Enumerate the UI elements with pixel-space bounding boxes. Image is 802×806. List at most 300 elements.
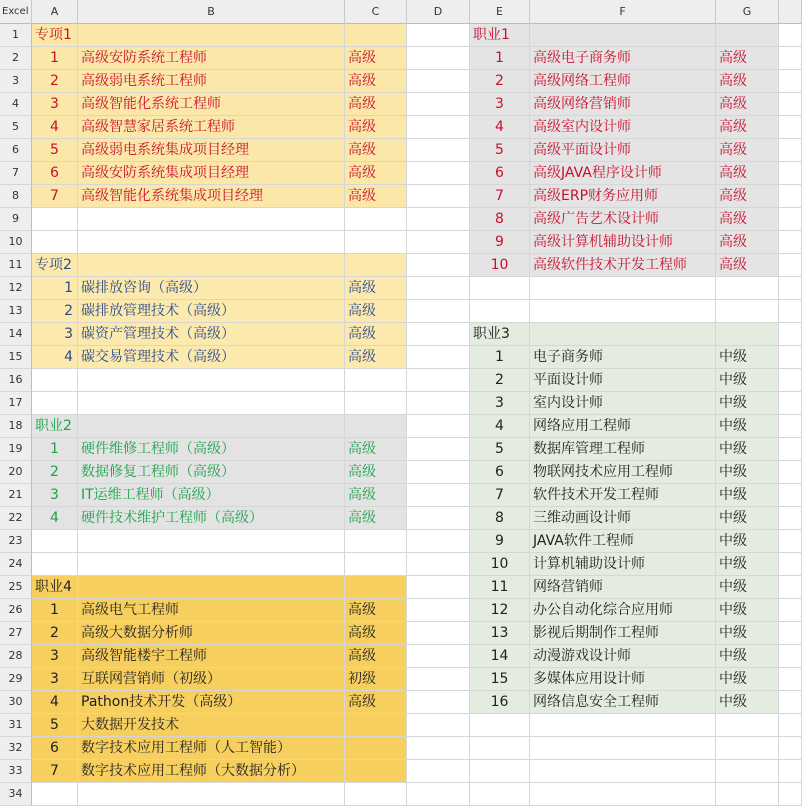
row-number-header[interactable]: 30 [0,691,32,714]
cell-extra[interactable] [779,208,802,231]
cell-e[interactable]: 12 [470,599,530,622]
cell-b[interactable] [78,24,345,47]
cell-b[interactable] [78,369,345,392]
cell-d[interactable] [407,300,470,323]
cell-extra[interactable] [779,162,802,185]
cell-b[interactable]: 高级智能化系统集成项目经理 [78,185,345,208]
cell-d[interactable] [407,714,470,737]
cell-g[interactable]: 高级 [716,254,779,277]
cell-f[interactable]: 高级平面设计师 [530,139,716,162]
cell-b[interactable]: 数据修复工程师（高级） [78,461,345,484]
cell-b[interactable]: IT运维工程师（高级） [78,484,345,507]
cell-b[interactable]: 碳交易管理技术（高级） [78,346,345,369]
cell-a[interactable]: 专项2 [32,254,78,277]
cell-b[interactable]: 高级安防系统集成项目经理 [78,162,345,185]
cell-b[interactable]: 高级弱电系统集成项目经理 [78,139,345,162]
cell-b[interactable]: 互联网营销师（初级） [78,668,345,691]
row-number-header[interactable]: 20 [0,461,32,484]
cell-extra[interactable] [779,622,802,645]
cell-c[interactable]: 高级 [345,323,407,346]
row-number-header[interactable]: 13 [0,300,32,323]
cell-c[interactable] [345,254,407,277]
cell-c[interactable]: 高级 [345,461,407,484]
cell-extra[interactable] [779,93,802,116]
cell-c[interactable] [345,760,407,783]
row-number-header[interactable]: 34 [0,783,32,806]
cell-d[interactable] [407,93,470,116]
cell-c[interactable] [345,576,407,599]
cell-c[interactable]: 高级 [345,507,407,530]
cell-extra[interactable] [779,553,802,576]
cell-e[interactable]: 2 [470,369,530,392]
cell-e[interactable]: 8 [470,208,530,231]
cell-c[interactable] [345,208,407,231]
cell-f[interactable]: 网络营销师 [530,576,716,599]
cell-c[interactable]: 高级 [345,438,407,461]
cell-e[interactable]: 11 [470,576,530,599]
row-number-header[interactable]: 26 [0,599,32,622]
cell-extra[interactable] [779,323,802,346]
cell-a[interactable]: 4 [32,346,78,369]
cell-a[interactable]: 4 [32,691,78,714]
cell-c[interactable] [345,24,407,47]
cell-a[interactable]: 2 [32,622,78,645]
cell-g[interactable]: 中级 [716,461,779,484]
cell-e[interactable] [470,300,530,323]
cell-b[interactable]: 高级安防系统工程师 [78,47,345,70]
cell-f[interactable]: 平面设计师 [530,369,716,392]
cell-d[interactable] [407,783,470,806]
cell-extra[interactable] [779,714,802,737]
cell-g[interactable] [716,323,779,346]
row-number-header[interactable]: 21 [0,484,32,507]
cell-b[interactable]: 碳资产管理技术（高级） [78,323,345,346]
cell-g[interactable]: 中级 [716,668,779,691]
cell-g[interactable] [716,737,779,760]
cell-extra[interactable] [779,185,802,208]
cell-extra[interactable] [779,530,802,553]
cell-c[interactable] [345,530,407,553]
cell-e[interactable]: 7 [470,484,530,507]
cell-e[interactable]: 7 [470,185,530,208]
cell-f[interactable]: 高级软件技术开发工程师 [530,254,716,277]
row-number-header[interactable]: 23 [0,530,32,553]
cell-f[interactable]: 网络应用工程师 [530,415,716,438]
cell-d[interactable] [407,691,470,714]
cell-c[interactable] [345,714,407,737]
cell-b[interactable]: 高级电气工程师 [78,599,345,622]
cell-c[interactable]: 高级 [345,277,407,300]
cell-b[interactable] [78,415,345,438]
row-number-header[interactable]: 1 [0,24,32,47]
cell-e[interactable]: 14 [470,645,530,668]
row-number-header[interactable]: 18 [0,415,32,438]
cell-a[interactable]: 专项1 [32,24,78,47]
cell-e[interactable] [470,760,530,783]
cell-b[interactable]: 高级大数据分析师 [78,622,345,645]
cell-e[interactable]: 3 [470,93,530,116]
cell-a[interactable]: 职业4 [32,576,78,599]
cell-c[interactable]: 高级 [345,300,407,323]
cell-d[interactable] [407,116,470,139]
cell-extra[interactable] [779,116,802,139]
cell-f[interactable]: 高级电子商务师 [530,47,716,70]
cell-e[interactable]: 6 [470,461,530,484]
row-number-header[interactable]: 28 [0,645,32,668]
cell-f[interactable] [530,323,716,346]
cell-d[interactable] [407,231,470,254]
cell-f[interactable]: 高级网络营销师 [530,93,716,116]
cell-extra[interactable] [779,668,802,691]
cell-g[interactable] [716,24,779,47]
row-number-header[interactable]: 32 [0,737,32,760]
cell-extra[interactable] [779,645,802,668]
cell-extra[interactable] [779,47,802,70]
row-number-header[interactable]: 6 [0,139,32,162]
cell-g[interactable]: 高级 [716,70,779,93]
cell-d[interactable] [407,24,470,47]
cell-extra[interactable] [779,24,802,47]
row-number-header[interactable]: 7 [0,162,32,185]
cell-e[interactable]: 13 [470,622,530,645]
cell-a[interactable]: 6 [32,162,78,185]
cell-a[interactable]: 4 [32,116,78,139]
cell-c[interactable]: 高级 [345,185,407,208]
cell-extra[interactable] [779,599,802,622]
cell-f[interactable]: 高级计算机辅助设计师 [530,231,716,254]
row-number-header[interactable]: 29 [0,668,32,691]
row-number-header[interactable]: 5 [0,116,32,139]
cell-b[interactable]: 硬件维修工程师（高级） [78,438,345,461]
cell-a[interactable]: 3 [32,484,78,507]
cell-e[interactable] [470,277,530,300]
row-number-header[interactable]: 11 [0,254,32,277]
cell-e[interactable]: 5 [470,139,530,162]
cell-g[interactable]: 高级 [716,93,779,116]
cell-b[interactable]: 高级弱电系统工程师 [78,70,345,93]
cell-f[interactable]: 数据库管理工程师 [530,438,716,461]
cell-g[interactable]: 中级 [716,576,779,599]
cell-d[interactable] [407,208,470,231]
cell-d[interactable] [407,254,470,277]
cell-extra[interactable] [779,576,802,599]
cell-f[interactable]: 电子商务师 [530,346,716,369]
cell-e[interactable]: 4 [470,415,530,438]
cell-b[interactable] [78,392,345,415]
cell-e[interactable]: 10 [470,254,530,277]
column-header-f[interactable]: F [530,0,716,24]
cell-a[interactable]: 1 [32,599,78,622]
row-number-header[interactable]: 12 [0,277,32,300]
cell-c[interactable]: 高级 [345,346,407,369]
cell-d[interactable] [407,599,470,622]
cell-g[interactable] [716,300,779,323]
row-number-header[interactable]: 31 [0,714,32,737]
cell-f[interactable] [530,277,716,300]
cell-a[interactable] [32,369,78,392]
cell-b[interactable]: 高级智慧家居系统工程师 [78,116,345,139]
cell-f[interactable]: 多媒体应用设计师 [530,668,716,691]
cell-g[interactable]: 中级 [716,392,779,415]
cell-d[interactable] [407,162,470,185]
cell-c[interactable]: 高级 [345,116,407,139]
cell-d[interactable] [407,553,470,576]
cell-d[interactable] [407,438,470,461]
cell-a[interactable]: 2 [32,461,78,484]
cell-c[interactable]: 初级 [345,668,407,691]
corner-cell[interactable]: Excel [0,0,32,24]
cell-extra[interactable] [779,783,802,806]
cell-c[interactable]: 高级 [345,139,407,162]
cell-g[interactable] [716,277,779,300]
cell-e[interactable] [470,737,530,760]
cell-extra[interactable] [779,70,802,93]
cell-extra[interactable] [779,415,802,438]
cell-e[interactable]: 15 [470,668,530,691]
cell-c[interactable]: 高级 [345,93,407,116]
cell-c[interactable]: 高级 [345,162,407,185]
column-header-g[interactable]: G [716,0,779,24]
cell-g[interactable]: 中级 [716,645,779,668]
cell-d[interactable] [407,507,470,530]
cell-e[interactable]: 9 [470,530,530,553]
cell-a[interactable] [32,783,78,806]
cell-d[interactable] [407,461,470,484]
cell-f[interactable] [530,24,716,47]
cell-extra[interactable] [779,277,802,300]
cell-c[interactable]: 高级 [345,622,407,645]
cell-b[interactable]: 高级智能楼宇工程师 [78,645,345,668]
cell-b[interactable] [78,231,345,254]
row-number-header[interactable]: 19 [0,438,32,461]
cell-g[interactable]: 高级 [716,162,779,185]
cell-f[interactable]: 高级ERP财务应用师 [530,185,716,208]
cell-f[interactable]: 办公自动化综合应用师 [530,599,716,622]
cell-a[interactable] [32,553,78,576]
row-number-header[interactable]: 3 [0,70,32,93]
cell-e[interactable]: 6 [470,162,530,185]
cell-a[interactable]: 2 [32,70,78,93]
cell-a[interactable] [32,208,78,231]
row-number-header[interactable]: 22 [0,507,32,530]
cell-c[interactable]: 高级 [345,47,407,70]
cell-g[interactable]: 中级 [716,415,779,438]
cell-a[interactable]: 4 [32,507,78,530]
cell-d[interactable] [407,392,470,415]
cell-g[interactable]: 中级 [716,346,779,369]
cell-a[interactable]: 职业2 [32,415,78,438]
cell-g[interactable]: 高级 [716,185,779,208]
row-number-header[interactable]: 8 [0,185,32,208]
cell-c[interactable]: 高级 [345,599,407,622]
row-number-header[interactable]: 16 [0,369,32,392]
cell-f[interactable]: 计算机辅助设计师 [530,553,716,576]
cell-extra[interactable] [779,369,802,392]
cell-b[interactable] [78,553,345,576]
cell-c[interactable] [345,415,407,438]
row-number-header[interactable]: 25 [0,576,32,599]
cell-e[interactable]: 职业3 [470,323,530,346]
cell-d[interactable] [407,139,470,162]
cell-f[interactable]: 高级JAVA程序设计师 [530,162,716,185]
cell-extra[interactable] [779,484,802,507]
cell-f[interactable]: 室内设计师 [530,392,716,415]
cell-d[interactable] [407,47,470,70]
cell-e[interactable]: 职业1 [470,24,530,47]
cell-d[interactable] [407,668,470,691]
cell-a[interactable] [32,530,78,553]
cell-b[interactable]: Pathon技术开发（高级） [78,691,345,714]
cell-d[interactable] [407,346,470,369]
cell-g[interactable]: 中级 [716,438,779,461]
cell-a[interactable]: 3 [32,93,78,116]
cell-c[interactable]: 高级 [345,645,407,668]
cell-extra[interactable] [779,737,802,760]
cell-a[interactable]: 3 [32,323,78,346]
cell-g[interactable]: 中级 [716,484,779,507]
cell-g[interactable] [716,783,779,806]
cell-a[interactable]: 6 [32,737,78,760]
cell-b[interactable] [78,530,345,553]
cell-e[interactable]: 8 [470,507,530,530]
cell-a[interactable]: 3 [32,645,78,668]
cell-g[interactable] [716,714,779,737]
cell-g[interactable]: 高级 [716,208,779,231]
cell-g[interactable]: 高级 [716,116,779,139]
cell-c[interactable] [345,392,407,415]
cell-b[interactable]: 大数据开发技术 [78,714,345,737]
cell-b[interactable]: 数字技术应用工程师（人工智能） [78,737,345,760]
cell-f[interactable] [530,783,716,806]
cell-a[interactable]: 5 [32,714,78,737]
cell-d[interactable] [407,185,470,208]
cell-f[interactable]: 软件技术开发工程师 [530,484,716,507]
cell-a[interactable]: 1 [32,438,78,461]
cell-g[interactable]: 高级 [716,47,779,70]
cell-g[interactable]: 高级 [716,139,779,162]
cell-extra[interactable] [779,438,802,461]
cell-b[interactable] [78,208,345,231]
cell-f[interactable] [530,300,716,323]
cell-b[interactable]: 高级智能化系统工程师 [78,93,345,116]
cell-extra[interactable] [779,760,802,783]
cell-a[interactable]: 1 [32,47,78,70]
column-header-e[interactable]: E [470,0,530,24]
cell-f[interactable]: 高级广告艺术设计师 [530,208,716,231]
cell-a[interactable]: 2 [32,300,78,323]
cell-f[interactable] [530,760,716,783]
cell-g[interactable]: 高级 [716,231,779,254]
cell-f[interactable]: 影视后期制作工程师 [530,622,716,645]
cell-e[interactable]: 2 [470,70,530,93]
cell-c[interactable] [345,369,407,392]
cell-extra[interactable] [779,392,802,415]
cell-extra[interactable] [779,346,802,369]
cell-f[interactable]: 高级网络工程师 [530,70,716,93]
cell-a[interactable] [32,392,78,415]
cell-f[interactable]: JAVA软件工程师 [530,530,716,553]
row-number-header[interactable]: 9 [0,208,32,231]
cell-d[interactable] [407,737,470,760]
cell-f[interactable]: 高级室内设计师 [530,116,716,139]
column-header-b[interactable]: B [78,0,345,24]
row-number-header[interactable]: 4 [0,93,32,116]
cell-d[interactable] [407,622,470,645]
cell-d[interactable] [407,277,470,300]
cell-f[interactable]: 动漫游戏设计师 [530,645,716,668]
cell-extra[interactable] [779,507,802,530]
row-number-header[interactable]: 17 [0,392,32,415]
cell-b[interactable] [78,254,345,277]
cell-extra[interactable] [779,300,802,323]
row-number-header[interactable]: 15 [0,346,32,369]
cell-g[interactable] [716,760,779,783]
cell-g[interactable]: 中级 [716,553,779,576]
cell-c[interactable] [345,553,407,576]
cell-d[interactable] [407,369,470,392]
row-number-header[interactable]: 14 [0,323,32,346]
column-header-d[interactable]: D [407,0,470,24]
cell-e[interactable]: 3 [470,392,530,415]
cell-d[interactable] [407,760,470,783]
cell-a[interactable]: 5 [32,139,78,162]
cell-b[interactable]: 硬件技术维护工程师（高级） [78,507,345,530]
cell-g[interactable]: 中级 [716,530,779,553]
cell-f[interactable] [530,737,716,760]
cell-d[interactable] [407,323,470,346]
cell-a[interactable] [32,231,78,254]
column-header-c[interactable]: C [345,0,407,24]
cell-e[interactable] [470,783,530,806]
cell-f[interactable]: 三维动画设计师 [530,507,716,530]
cell-f[interactable] [530,714,716,737]
cell-c[interactable] [345,737,407,760]
cell-g[interactable]: 中级 [716,691,779,714]
column-header-a[interactable]: A [32,0,78,24]
cell-e[interactable]: 5 [470,438,530,461]
cell-d[interactable] [407,484,470,507]
cell-e[interactable] [470,714,530,737]
cell-extra[interactable] [779,139,802,162]
cell-f[interactable]: 物联网技术应用工程师 [530,461,716,484]
cell-extra[interactable] [779,461,802,484]
cell-c[interactable]: 高级 [345,484,407,507]
cell-e[interactable]: 1 [470,47,530,70]
cell-c[interactable] [345,231,407,254]
cell-d[interactable] [407,576,470,599]
cell-b[interactable]: 碳排放管理技术（高级） [78,300,345,323]
cell-c[interactable]: 高级 [345,70,407,93]
cell-e[interactable]: 4 [470,116,530,139]
cell-e[interactable]: 16 [470,691,530,714]
cell-d[interactable] [407,70,470,93]
cell-b[interactable] [78,783,345,806]
cell-a[interactable]: 7 [32,185,78,208]
cell-c[interactable] [345,783,407,806]
row-number-header[interactable]: 10 [0,231,32,254]
cell-g[interactable]: 中级 [716,622,779,645]
cell-d[interactable] [407,530,470,553]
cell-e[interactable]: 10 [470,553,530,576]
row-number-header[interactable]: 27 [0,622,32,645]
cell-f[interactable]: 网络信息安全工程师 [530,691,716,714]
cell-extra[interactable] [779,254,802,277]
row-number-header[interactable]: 24 [0,553,32,576]
cell-e[interactable]: 1 [470,346,530,369]
cell-g[interactable]: 中级 [716,599,779,622]
cell-b[interactable] [78,576,345,599]
cell-d[interactable] [407,645,470,668]
